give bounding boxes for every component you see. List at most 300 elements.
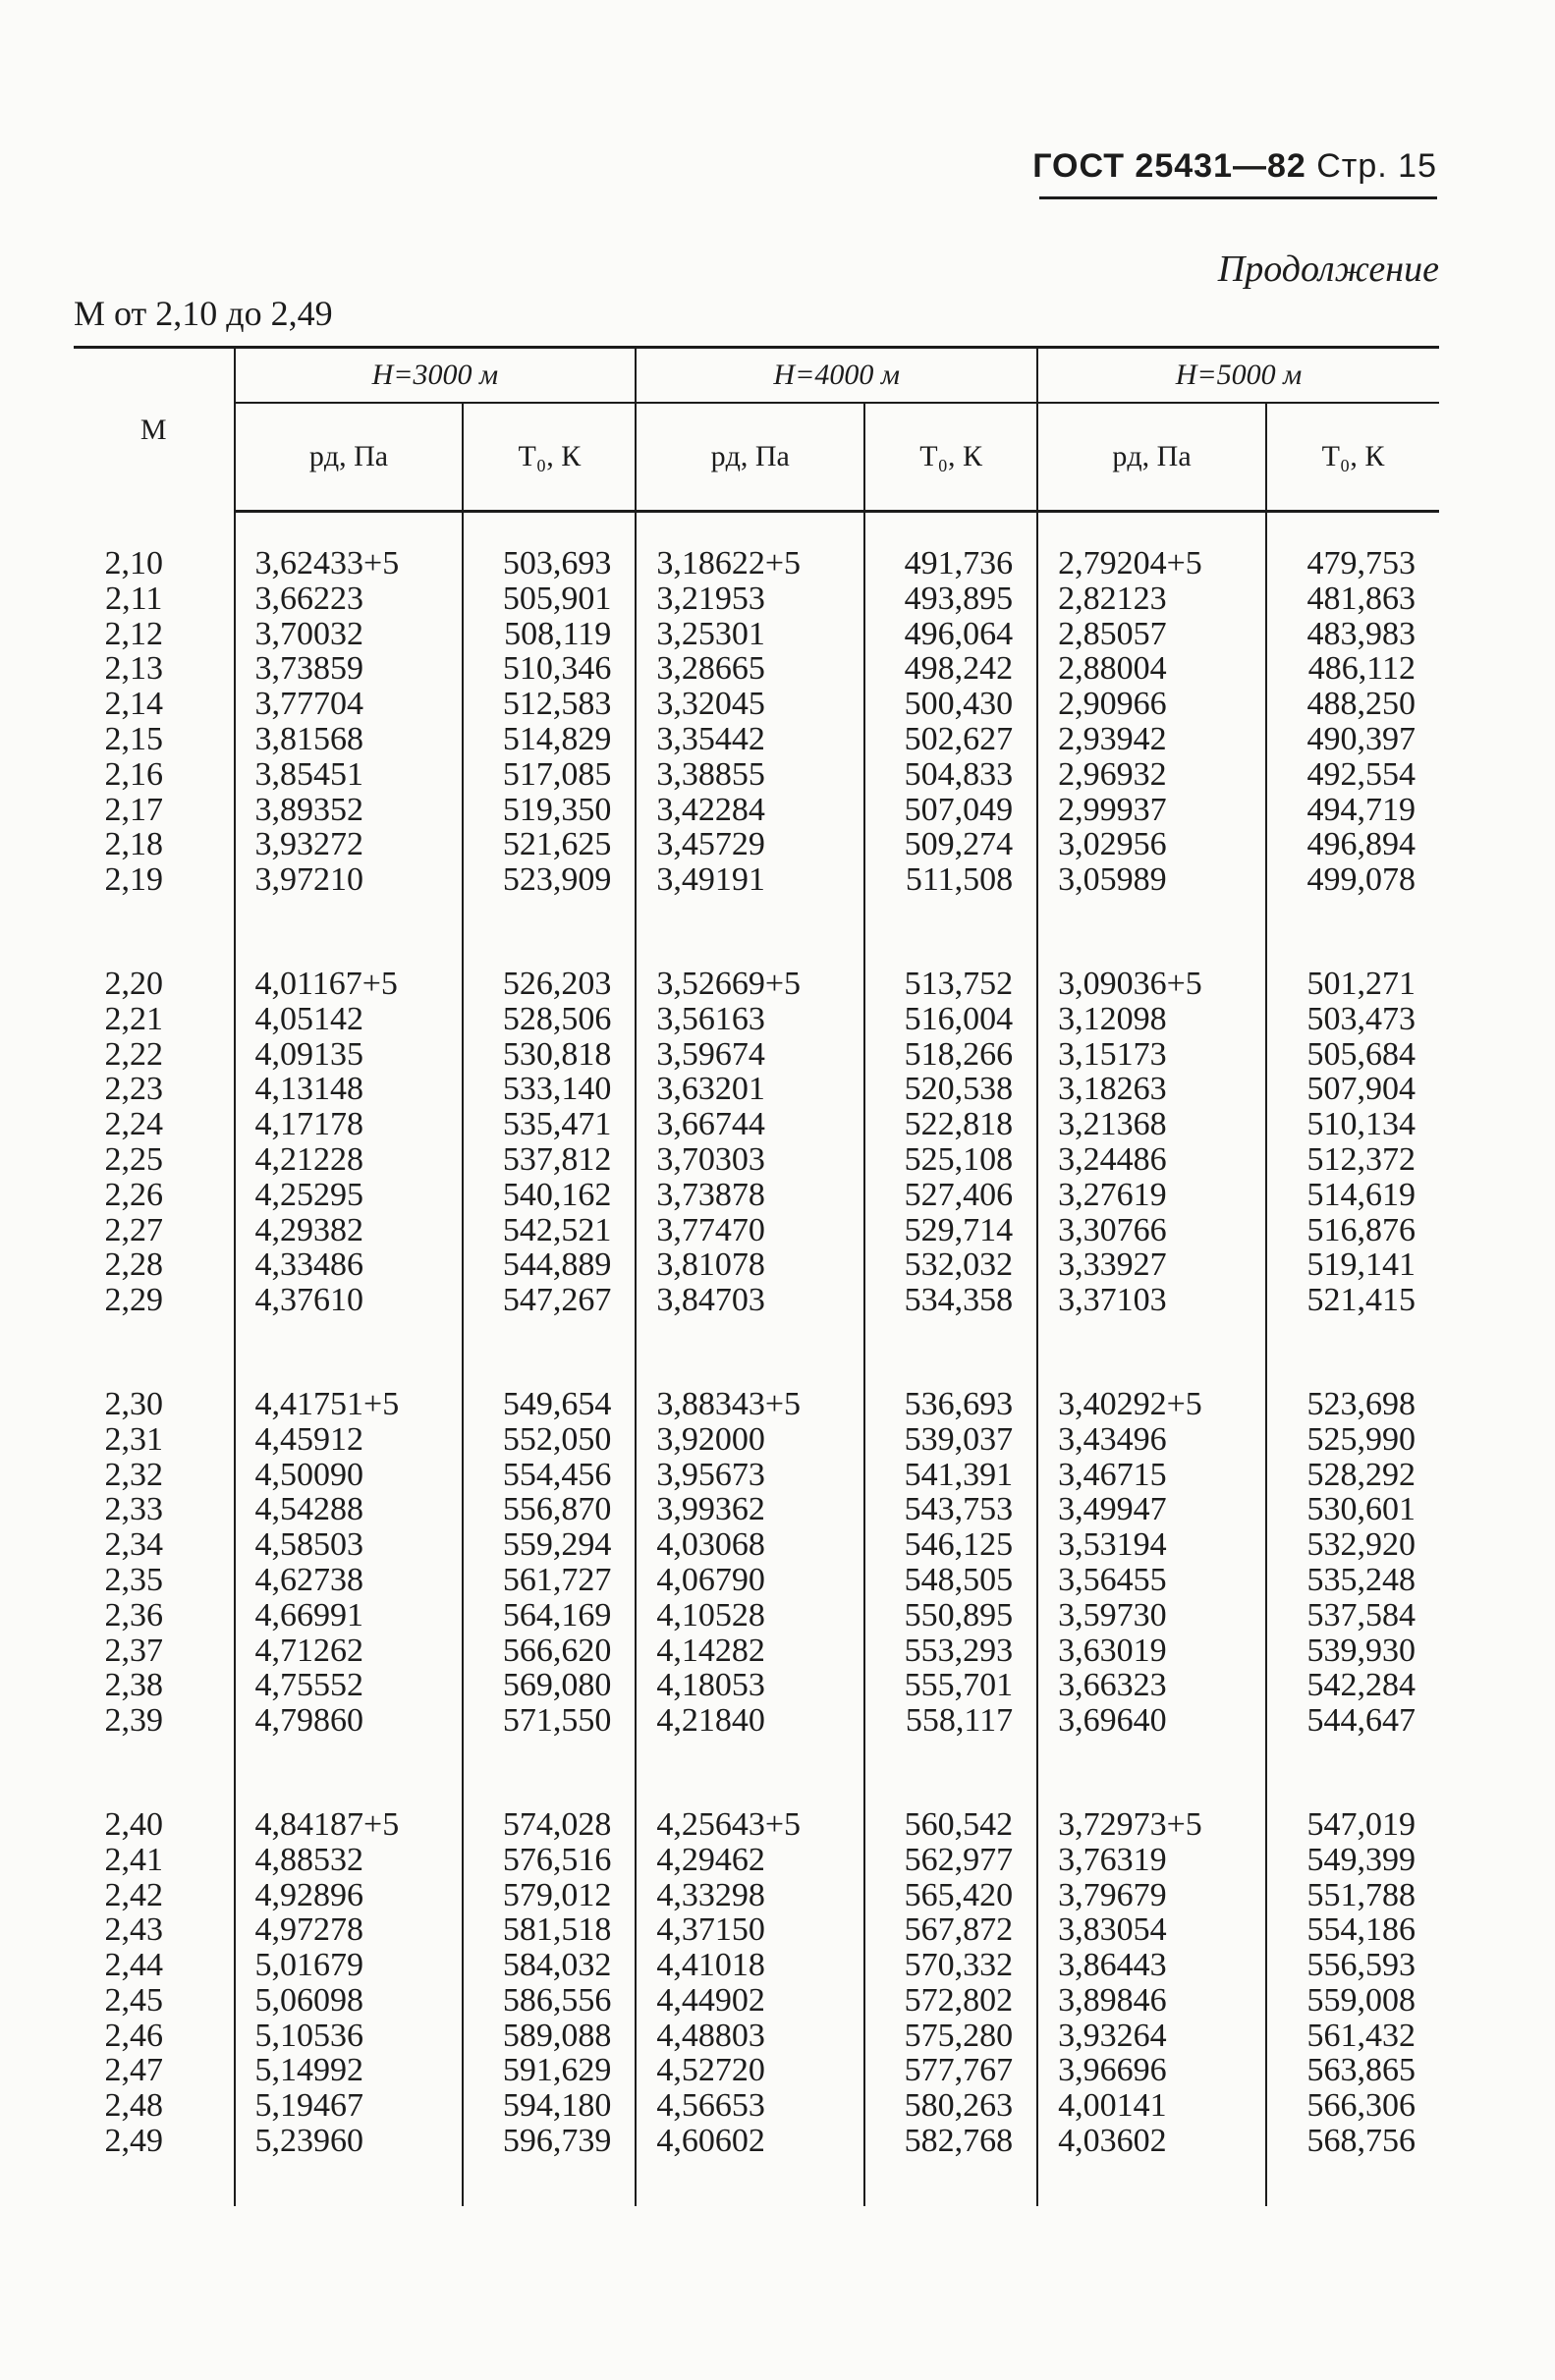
temperature-h5000-cell: 479,753 [1266,546,1439,581]
temperature-h5000-cell: 547,019 [1266,1807,1439,1843]
temperature-h4000-cell: 543,753 [864,1492,1037,1527]
mach-cell: 2,49 [104,2123,163,2160]
header-rule [1039,196,1437,199]
temperature-h4000-cell: 536,693 [864,1387,1037,1422]
pressure-h4000-cell: 4,60602 [636,2124,864,2159]
col-header-mach: М [74,348,235,512]
col-header-temperature: T₀, К [1266,403,1439,512]
pressure-h3000-cell: 4,05142 [235,1002,464,1037]
mach-cell: 2,31 [104,1420,163,1458]
temperature-h4000-cell: 555,701 [864,1668,1037,1703]
table-row [74,1912,1439,1948]
pressure-h5000-cell: 2,82123 [1037,581,1266,617]
pressure-h4000-cell: 3,81078 [636,1247,864,1283]
pressure-h5000-cell: 3,83054 [1037,1912,1266,1948]
table-row [74,1422,1439,1458]
temperature-h4000-cell: 502,627 [864,722,1037,757]
pressure-h5000-cell: 2,99937 [1037,793,1266,828]
pressure-h3000-cell: 4,84187+5 [235,1807,464,1843]
pressure-h4000-cell: 4,56653 [636,2088,864,2124]
pressure-h4000-cell: 4,03068 [636,1527,864,1563]
pressure-h3000-cell: 4,33486 [235,1247,464,1283]
table-row [74,1807,1439,1843]
pressure-h5000-cell: 3,56455 [1037,1563,1266,1598]
temperature-h4000-cell: 575,280 [864,2019,1037,2054]
pressure-h4000-cell: 4,18053 [636,1668,864,1703]
table-row [74,546,1439,581]
temperature-h4000-cell: 504,833 [864,757,1037,793]
temperature-h4000-cell: 520,538 [864,1072,1037,1107]
temperature-h4000-cell: 562,977 [864,1843,1037,1878]
pressure-h4000-cell: 3,28665 [636,651,864,687]
temperature-h3000-cell: 533,140 [463,1072,636,1107]
temperature-h4000-cell: 582,768 [864,2124,1037,2159]
pressure-h3000-cell: 4,75552 [235,1668,464,1703]
pressure-h5000-cell: 3,05989 [1037,862,1266,898]
temperature-h3000-cell: 542,521 [463,1213,636,1248]
pressure-h5000-cell: 3,02956 [1037,827,1266,862]
table-row [74,1948,1439,1983]
temperature-h3000-cell: 581,518 [463,1912,636,1948]
temperature-h5000-cell: 535,248 [1266,1563,1439,1598]
mach-cell: 2,17 [104,791,163,828]
pressure-h4000-cell: 3,84703 [636,1283,864,1318]
temperature-h3000-cell: 559,294 [463,1527,636,1563]
temperature-h5000-cell: 483,983 [1266,617,1439,652]
temperature-h5000-cell: 551,788 [1266,1878,1439,1913]
temperature-h3000-cell: 521,625 [463,827,636,862]
temperature-h4000-cell: 580,263 [864,2088,1037,2124]
table-row [74,1843,1439,1878]
table-row [74,651,1439,687]
temperature-h4000-cell: 546,125 [864,1527,1037,1563]
pressure-h4000-cell: 3,38855 [636,757,864,793]
temperature-h3000-cell: 552,050 [463,1422,636,1458]
temperature-h5000-cell: 544,647 [1266,1703,1439,1739]
table-row [74,1598,1439,1633]
pressure-h4000-cell: 3,32045 [636,687,864,722]
pressure-h3000-cell: 4,45912 [235,1422,464,1458]
table-row [74,1563,1439,1598]
table-row [74,2053,1439,2088]
mach-cell: 2,23 [104,1071,163,1108]
mach-cell: 2,35 [104,1561,163,1598]
pressure-h4000-cell: 3,88343+5 [636,1387,864,1422]
mach-cell: 2,14 [104,686,163,723]
pressure-h3000-cell: 4,01167+5 [235,967,464,1002]
table-row [74,757,1439,793]
temperature-h3000-cell: 579,012 [463,1878,636,1913]
mach-cell: 2,22 [104,1035,163,1073]
pressure-h5000-cell: 3,63019 [1037,1633,1266,1669]
temperature-h5000-cell: 525,990 [1266,1422,1439,1458]
temperature-h3000-cell: 508,119 [463,617,636,652]
temperature-h3000-cell: 523,909 [463,862,636,898]
pressure-h3000-cell: 4,25295 [235,1178,464,1213]
mach-cell: 2,44 [104,1947,163,1984]
pressure-h5000-cell: 2,90966 [1037,687,1266,722]
table-row [74,967,1439,1002]
mach-cell: 2,29 [104,1282,163,1319]
temperature-h4000-cell: 516,004 [864,1002,1037,1037]
table-row [74,1703,1439,1739]
temperature-h3000-cell: 519,350 [463,793,636,828]
temperature-h3000-cell: 569,080 [463,1668,636,1703]
temperature-h5000-cell: 499,078 [1266,862,1439,898]
pressure-h4000-cell: 4,37150 [636,1912,864,1948]
pressure-h5000-cell: 2,79204+5 [1037,546,1266,581]
temperature-h3000-cell: 514,829 [463,722,636,757]
mach-cell: 2,21 [104,1000,163,1037]
table-header [74,348,1439,512]
temperature-h5000-cell: 516,876 [1266,1213,1439,1248]
pressure-h4000-cell: 3,18622+5 [636,546,864,581]
group-header-h3000: H=3000 м [235,348,637,404]
temperature-h5000-cell: 532,920 [1266,1527,1439,1563]
mach-cell: 2,32 [104,1456,163,1493]
table-row [74,1178,1439,1213]
temperature-h3000-cell: 564,169 [463,1598,636,1633]
group-header-h5000: H=5000 м [1037,348,1439,404]
temperature-h3000-cell: 596,739 [463,2124,636,2159]
mach-cell: 2,25 [104,1140,163,1178]
temperature-h5000-cell: 537,584 [1266,1598,1439,1633]
pressure-h3000-cell: 5,06098 [235,1983,464,2019]
temperature-h3000-cell: 574,028 [463,1807,636,1843]
mach-cell: 2,16 [104,755,163,793]
temperature-h5000-cell: 490,397 [1266,722,1439,757]
pressure-h3000-cell: 4,58503 [235,1527,464,1563]
temperature-h3000-cell: 510,346 [463,651,636,687]
table-row [74,581,1439,617]
col-header-temperature: T₀, К [463,403,636,512]
pressure-h4000-cell: 3,52669+5 [636,967,864,1002]
continuation-label: Продолжение [1217,249,1439,290]
temperature-h4000-cell: 553,293 [864,1633,1037,1669]
mach-cell: 2,12 [104,615,163,652]
pressure-h3000-cell: 3,81568 [235,722,464,757]
table-row [74,2124,1439,2159]
temperature-h4000-cell: 577,767 [864,2053,1037,2088]
temperature-h5000-cell: 510,134 [1266,1107,1439,1142]
pressure-h4000-cell: 4,41018 [636,1948,864,1983]
temperature-h5000-cell: 503,473 [1266,1002,1439,1037]
pressure-h3000-cell: 3,97210 [235,862,464,898]
temperature-h3000-cell: 530,818 [463,1037,636,1073]
temperature-h3000-cell: 571,550 [463,1703,636,1739]
temperature-h4000-cell: 567,872 [864,1912,1037,1948]
temperature-h5000-cell: 530,601 [1266,1492,1439,1527]
temperature-h3000-cell: 517,085 [463,757,636,793]
temperature-h4000-cell: 509,274 [864,827,1037,862]
temperature-h3000-cell: 540,162 [463,1178,636,1213]
temperature-h3000-cell: 584,032 [463,1948,636,1983]
temperature-h4000-cell: 513,752 [864,967,1037,1002]
page-header [1032,147,1437,186]
table-row [74,1387,1439,1422]
table-row [74,1107,1439,1142]
spacer-row [74,2159,1439,2206]
pressure-h3000-cell: 4,50090 [235,1458,464,1493]
pressure-h4000-cell: 3,45729 [636,827,864,862]
temperature-h5000-cell: 486,112 [1266,651,1439,687]
pressure-h4000-cell: 3,95673 [636,1458,864,1493]
spacer-row [74,1318,1439,1387]
pressure-h5000-cell: 3,30766 [1037,1213,1266,1248]
pressure-h3000-cell: 3,77704 [235,687,464,722]
temperature-h5000-cell: 507,904 [1266,1072,1439,1107]
pressure-h4000-cell: 4,06790 [636,1563,864,1598]
temperature-h5000-cell: 528,292 [1266,1458,1439,1493]
temperature-h3000-cell: 556,870 [463,1492,636,1527]
pressure-h4000-cell: 4,48803 [636,2019,864,2054]
temperature-h3000-cell: 549,654 [463,1387,636,1422]
mach-cell: 2,20 [104,965,163,1002]
pressure-h3000-cell: 3,66223 [235,581,464,617]
temperature-h5000-cell: 566,306 [1266,2088,1439,2124]
pressure-h5000-cell: 2,88004 [1037,651,1266,687]
temperature-h3000-cell: 586,556 [463,1983,636,2019]
mach-cell: 2,38 [104,1667,163,1704]
table-row [74,1492,1439,1527]
pressure-h3000-cell: 4,66991 [235,1598,464,1633]
mach-cell: 2,47 [104,2052,163,2089]
col-header-temperature: T₀, К [864,403,1037,512]
pressure-h3000-cell: 5,01679 [235,1948,464,1983]
table-row [74,1527,1439,1563]
table-row [74,1283,1439,1318]
temperature-h5000-cell: 556,593 [1266,1948,1439,1983]
temperature-h3000-cell: 566,620 [463,1633,636,1669]
pressure-h5000-cell: 3,79679 [1037,1878,1266,1913]
temperature-h3000-cell: 503,693 [463,546,636,581]
pressure-h5000-cell: 3,66323 [1037,1668,1266,1703]
mach-cell: 2,15 [104,720,163,757]
mach-range-label: М от 2,10 до 2,49 [74,294,333,333]
pressure-h3000-cell: 4,92896 [235,1878,464,1913]
pressure-h4000-cell: 3,25301 [636,617,864,652]
mach-cell: 2,19 [104,861,163,899]
temperature-h3000-cell: 537,812 [463,1142,636,1178]
temperature-h5000-cell: 523,698 [1266,1387,1439,1422]
table-row [74,1037,1439,1073]
temperature-h4000-cell: 507,049 [864,793,1037,828]
pressure-h3000-cell: 4,29382 [235,1213,464,1248]
temperature-h4000-cell: 548,505 [864,1563,1037,1598]
pressure-h3000-cell: 3,73859 [235,651,464,687]
pressure-h5000-cell: 3,18263 [1037,1072,1266,1107]
pressure-h4000-cell: 4,10528 [636,1598,864,1633]
pressure-h5000-cell: 3,43496 [1037,1422,1266,1458]
col-header-pressure: pд, Па [1037,403,1266,512]
mach-cell: 2,11 [105,580,163,617]
temperature-h4000-cell: 572,802 [864,1983,1037,2019]
temperature-h3000-cell: 528,506 [463,1002,636,1037]
temperature-h4000-cell: 565,420 [864,1878,1037,1913]
temperature-h3000-cell: 535,471 [463,1107,636,1142]
pressure-h4000-cell: 3,56163 [636,1002,864,1037]
pressure-h3000-cell: 3,93272 [235,827,464,862]
mach-cell: 2,34 [104,1526,163,1564]
pressure-h3000-cell: 3,85451 [235,757,464,793]
pressure-h5000-cell: 3,33927 [1037,1247,1266,1283]
mach-cell: 2,37 [104,1632,163,1669]
pressure-h4000-cell: 3,49191 [636,862,864,898]
pressure-h3000-cell: 4,21228 [235,1142,464,1178]
pressure-h5000-cell: 4,03602 [1037,2124,1266,2159]
pressure-h3000-cell: 5,14992 [235,2053,464,2088]
mach-cell: 2,27 [104,1211,163,1248]
pressure-h5000-cell: 3,21368 [1037,1107,1266,1142]
temperature-h5000-cell: 492,554 [1266,757,1439,793]
pressure-h5000-cell: 4,00141 [1037,2088,1266,2124]
temperature-h5000-cell: 568,756 [1266,2124,1439,2159]
pressure-h3000-cell: 4,13148 [235,1072,464,1107]
temperature-h5000-cell: 519,141 [1266,1247,1439,1283]
mach-cell: 2,40 [104,1805,163,1843]
temperature-h5000-cell: 505,684 [1266,1037,1439,1073]
temperature-h3000-cell: 512,583 [463,687,636,722]
table-row [74,793,1439,828]
mach-cell: 2,10 [104,545,163,581]
mach-cell: 2,48 [104,2087,163,2125]
mach-cell: 2,41 [104,1841,163,1878]
temperature-h4000-cell: 491,736 [864,546,1037,581]
mach-cell: 2,36 [104,1596,163,1633]
pressure-h5000-cell: 3,09036+5 [1037,967,1266,1002]
pressure-h5000-cell: 3,93264 [1037,2019,1266,2054]
pressure-h4000-cell: 3,92000 [636,1422,864,1458]
pressure-h3000-cell: 4,17178 [235,1107,464,1142]
pressure-h5000-cell: 3,46715 [1037,1458,1266,1493]
mach-cell: 2,13 [104,650,163,688]
pressure-h5000-cell: 3,49947 [1037,1492,1266,1527]
pressure-h5000-cell: 3,96696 [1037,2053,1266,2088]
pressure-h3000-cell: 3,89352 [235,793,464,828]
temperature-h4000-cell: 498,242 [864,651,1037,687]
temperature-h3000-cell: 594,180 [463,2088,636,2124]
temperature-h4000-cell: 539,037 [864,1422,1037,1458]
table-body [74,512,1439,2206]
table-row [74,1668,1439,1703]
temperature-h3000-cell: 576,516 [463,1843,636,1878]
pressure-h3000-cell: 4,79860 [235,1703,464,1739]
temperature-h5000-cell: 512,372 [1266,1142,1439,1178]
temperature-h5000-cell: 501,271 [1266,967,1439,1002]
standard-number: ГОСТ 25431—82 [1032,147,1306,185]
temperature-h3000-cell: 547,267 [463,1283,636,1318]
mach-cell: 2,33 [104,1491,163,1528]
data-table [74,346,1439,2206]
mach-cell: 2,28 [104,1246,163,1284]
temperature-h5000-cell: 494,719 [1266,793,1439,828]
pressure-h4000-cell: 4,14282 [636,1633,864,1669]
pressure-h4000-cell: 3,66744 [636,1107,864,1142]
pressure-h5000-cell: 2,96932 [1037,757,1266,793]
table-row [74,1072,1439,1107]
pressure-h5000-cell: 3,86443 [1037,1948,1266,1983]
temperature-h5000-cell: 559,008 [1266,1983,1439,2019]
temperature-h4000-cell: 527,406 [864,1178,1037,1213]
temperature-h4000-cell: 550,895 [864,1598,1037,1633]
temperature-h5000-cell: 539,930 [1266,1633,1439,1669]
temperature-h5000-cell: 561,432 [1266,2019,1439,2054]
pressure-h5000-cell: 3,69640 [1037,1703,1266,1739]
pressure-h5000-cell: 2,85057 [1037,617,1266,652]
pressure-h3000-cell: 3,62433+5 [235,546,464,581]
temperature-h3000-cell: 561,727 [463,1563,636,1598]
pressure-h5000-cell: 3,53194 [1037,1527,1266,1563]
table-row [74,722,1439,757]
pressure-h3000-cell: 4,54288 [235,1492,464,1527]
pressure-h4000-cell: 4,25643+5 [636,1807,864,1843]
mach-cell: 2,45 [104,1981,163,2019]
temperature-h4000-cell: 541,391 [864,1458,1037,1493]
pressure-h5000-cell: 3,12098 [1037,1002,1266,1037]
pressure-h5000-cell: 3,40292+5 [1037,1387,1266,1422]
pressure-h3000-cell: 4,71262 [235,1633,464,1669]
pressure-h5000-cell: 2,93942 [1037,722,1266,757]
pressure-h3000-cell: 4,09135 [235,1037,464,1073]
pressure-h4000-cell: 3,70303 [636,1142,864,1178]
pressure-h3000-cell: 5,10536 [235,2019,464,2054]
pressure-h4000-cell: 3,77470 [636,1213,864,1248]
mach-cell: 2,18 [104,826,163,863]
temperature-h3000-cell: 544,889 [463,1247,636,1283]
table-row [74,862,1439,898]
temperature-h4000-cell: 511,508 [864,862,1037,898]
temperature-h5000-cell: 488,250 [1266,687,1439,722]
temperature-h5000-cell: 542,284 [1266,1668,1439,1703]
pressure-h3000-cell: 4,37610 [235,1283,464,1318]
mach-cell: 2,39 [104,1702,163,1740]
table-row [74,1633,1439,1669]
pressure-h3000-cell: 4,62738 [235,1563,464,1598]
pressure-h4000-cell: 3,99362 [636,1492,864,1527]
temperature-h4000-cell: 560,542 [864,1807,1037,1843]
temperature-h4000-cell: 518,266 [864,1037,1037,1073]
pressure-h3000-cell: 4,88532 [235,1843,464,1878]
pressure-h4000-cell: 4,29462 [636,1843,864,1878]
temperature-h4000-cell: 522,818 [864,1107,1037,1142]
temperature-h4000-cell: 493,895 [864,581,1037,617]
temperature-h3000-cell: 505,901 [463,581,636,617]
pressure-h4000-cell: 4,44902 [636,1983,864,2019]
table-row [74,827,1439,862]
pressure-h5000-cell: 3,37103 [1037,1283,1266,1318]
pressure-h5000-cell: 3,24486 [1037,1142,1266,1178]
pressure-h5000-cell: 3,89846 [1037,1983,1266,2019]
table-row [74,617,1439,652]
pressure-h4000-cell: 3,35442 [636,722,864,757]
pressure-h5000-cell: 3,72973+5 [1037,1807,1266,1843]
temperature-h5000-cell: 514,619 [1266,1178,1439,1213]
col-header-pressure: pд, Па [235,403,464,512]
temperature-h4000-cell: 532,032 [864,1247,1037,1283]
spacer-row [74,512,1439,547]
mach-cell: 2,43 [104,1911,163,1949]
table-row [74,1247,1439,1283]
pressure-h4000-cell: 4,33298 [636,1878,864,1913]
table-row [74,1213,1439,1248]
temperature-h5000-cell: 563,865 [1266,2053,1439,2088]
mach-cell: 2,26 [104,1176,163,1213]
spacer-row [74,1739,1439,1807]
temperature-h3000-cell: 589,088 [463,2019,636,2054]
mach-cell: 2,42 [104,1876,163,1913]
pressure-h3000-cell: 3,70032 [235,617,464,652]
mach-cell: 2,24 [104,1106,163,1143]
